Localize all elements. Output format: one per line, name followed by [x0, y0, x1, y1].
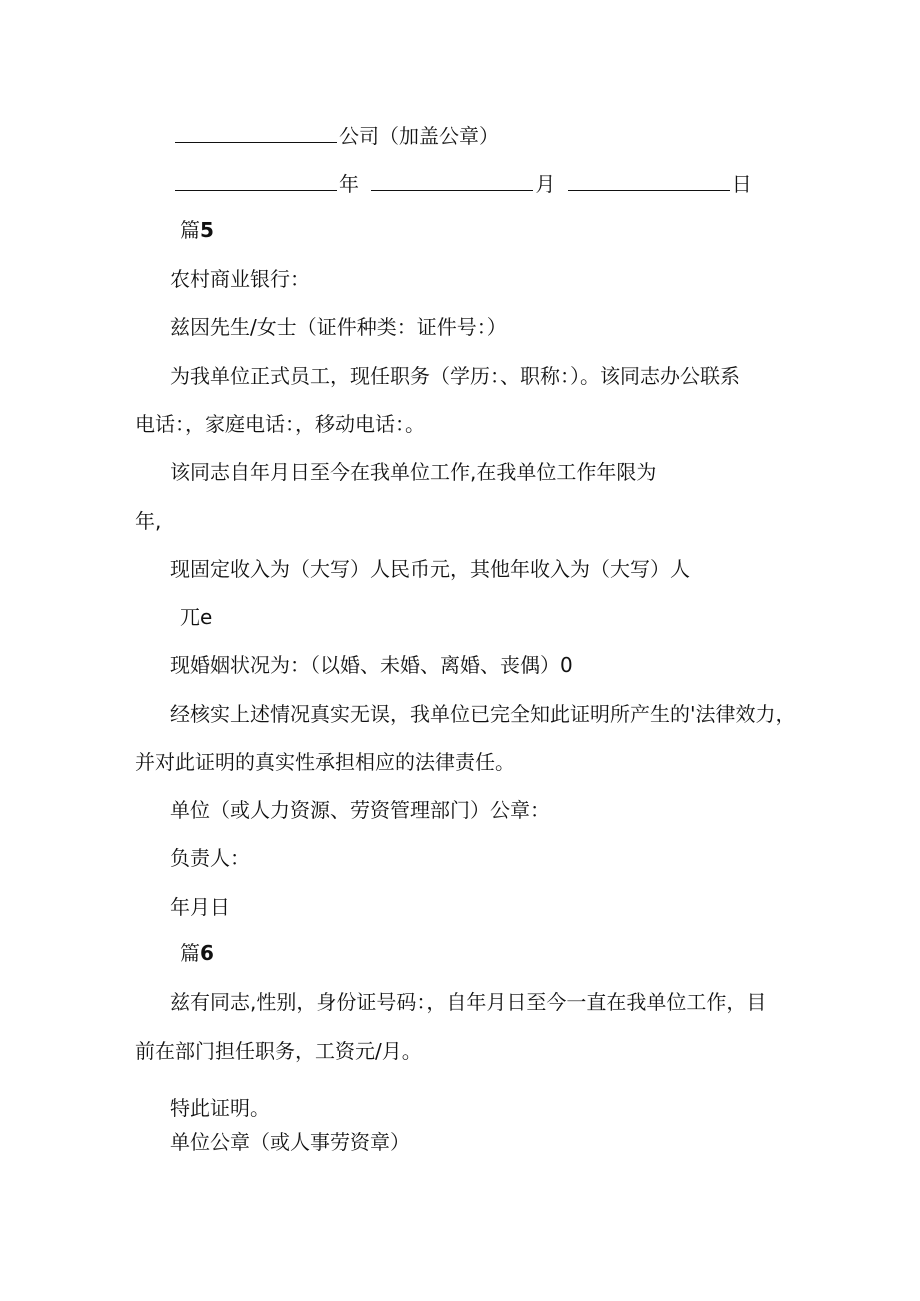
section5-line: 年月日	[170, 895, 230, 919]
section5-line: 经核实上述情况真实无误，我单位已完全知此证明所产生的'法律效力，	[170, 702, 796, 726]
month-blank	[371, 172, 533, 191]
date-line	[175, 172, 752, 196]
section5-line: 为我单位正式员工，现任职务（学历：、职称：）。该同志办公联系	[170, 364, 740, 388]
section5-line: 兹因先生/女士（证件种类：证件号：）	[170, 315, 507, 339]
section5-line: 农村商业银行：	[170, 267, 310, 291]
section6-line: 特此证明。	[170, 1096, 270, 1120]
section5-line: 现婚姻状况为：（以婚、未婚、离婚、丧偶）0	[170, 653, 573, 677]
section5-line: 年,	[135, 509, 162, 533]
section6-line: 兹有同志,性别，身份证号码：，自年月日至今一直在我单位工作，目	[170, 990, 767, 1014]
company-name-blank	[175, 124, 337, 143]
section6-heading-num: 6	[200, 941, 214, 965]
section5-line: 该同志自年月日至今在我单位工作,在我单位工作年限为	[170, 460, 657, 484]
section5-line: 单位（或人力资源、劳资管理部门）公章：	[170, 798, 550, 822]
section6-heading-prefix: 篇	[180, 941, 200, 965]
section5-line: 并对此证明的真实性承担相应的法律责任。	[135, 750, 515, 774]
section5-line: 兀e	[180, 605, 213, 629]
company-seal-label: 公司（加盖公章）	[339, 124, 499, 148]
section6-heading	[180, 941, 214, 965]
year-blank	[175, 172, 337, 191]
month-label: 月	[535, 172, 556, 196]
year-label: 年	[339, 172, 359, 196]
section5-heading-prefix: 篇	[180, 218, 200, 242]
section6-line: 单位公章（或人事劳资章）	[170, 1130, 410, 1154]
company-seal-line	[175, 124, 499, 148]
section5-heading-num: 5	[200, 218, 214, 242]
section5-heading	[180, 218, 214, 242]
day-label: 日	[731, 172, 752, 196]
day-blank	[568, 172, 730, 191]
section5-line: 电话：，家庭电话：，移动电话：。	[135, 412, 425, 436]
section6-line: 前在部门担任职务，工资元/月。	[135, 1039, 422, 1063]
section5-line: 负责人：	[170, 846, 250, 870]
section5-line: 现固定收入为（大写）人民币元，其他年收入为（大写）人	[170, 557, 690, 581]
